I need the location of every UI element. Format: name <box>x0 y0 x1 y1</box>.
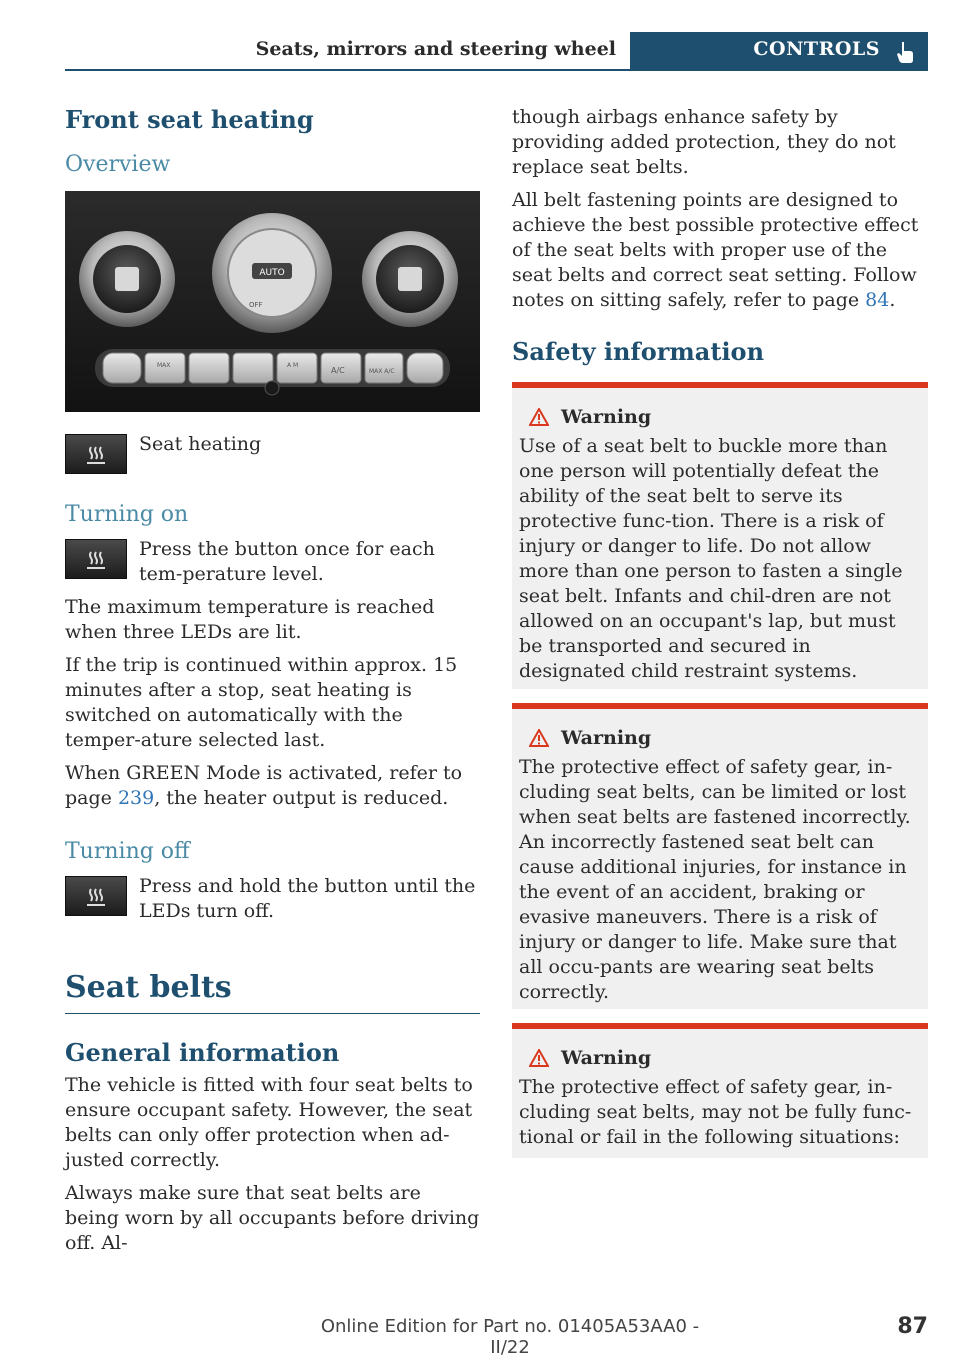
header-section-title: Seats, mirrors and steering wheel <box>255 38 616 60</box>
warning-text-1: Use of a seat belt to buckle more than one person will potentially defeat the ability of the seat belt to serve its protective func-tion. There is a risk of injury or danger to life. Do not allow more than one person to fasten a single seat belt. Infants and chil-dren are not allowed on an occupant's lap, but must be transported and secured in designated child restraint systems. <box>519 435 903 682</box>
turning-off-text: Press and hold the button until the LEDs turn off. <box>139 875 476 922</box>
page-link-84[interactable]: 84 <box>865 289 890 311</box>
header-rule <box>65 69 928 71</box>
warning-box-3 <box>512 1023 928 1158</box>
seat-heating-button-icon <box>65 539 127 579</box>
warning-title: Warning <box>519 727 921 749</box>
seat-heating-button-icon <box>65 434 127 474</box>
warning-title: Warning <box>519 406 921 428</box>
subheading-overview: Overview <box>65 152 171 177</box>
trip-text: If the trip is continued within approx. 15 minutes after a stop, seat heating is switched on automatically with the temper-ature selected last. <box>65 654 458 751</box>
page-header <box>65 32 928 71</box>
max-temp-text: The maximum temperature is reached when three LEDs are lit. <box>65 596 435 643</box>
section-title-seat-belts: Seat belts <box>65 970 480 1014</box>
warning-text-2: The protective effect of safety gear, in-cluding seat belts, can be limited or lost when seat belts are fastened incorrectly. An incorrectly fastened seat belt can cause additional injuries, for instance in the event of an accident, braking or evasive maneuvers. There is a risk of injury or danger to life. Make sure that all occu-pants are wearing seat belts correctly. <box>519 756 911 1003</box>
left-column <box>65 105 480 1264</box>
turning-on-text: Press the button once for each tem-perature level. <box>139 538 435 585</box>
max-label: MAX <box>157 362 171 369</box>
seat-heating-label: Seat heating <box>139 433 262 455</box>
subheading-general-information: General information <box>65 1038 340 1067</box>
chapter-label: CONTROLS <box>753 38 880 60</box>
pointing-hand-icon <box>894 40 916 64</box>
right-column <box>512 105 928 1172</box>
ac-label: A/C <box>331 366 345 375</box>
subheading-turning-off: Turning off <box>65 839 190 864</box>
page-number: 87 <box>897 1314 928 1339</box>
page-link-239[interactable]: 239 <box>117 787 155 809</box>
off-label: OFF <box>249 301 263 309</box>
warning-title: Warning <box>519 1047 921 1069</box>
seat-heating-legend <box>65 432 480 474</box>
warning-triangle-icon <box>529 1049 549 1067</box>
footer-edition: Online Edition for Part no. 01405A53AA0 - II/22 <box>320 1316 700 1358</box>
turning-on-instruction <box>65 537 480 587</box>
warning-triangle-icon <box>529 408 549 426</box>
airbag-continuation-text: though airbags enhance safety by providing added protection, they do not replace seat belts. <box>512 106 896 178</box>
warning-box-2 <box>512 703 928 1009</box>
warning-text-3: The protective effect of safety gear, in-cluding seat belts, may not be fully func-tional or fail in the following situations: <box>519 1076 912 1148</box>
green-mode-text: When GREEN Mode is activated, refer to page 239, the heater output is reduced. <box>65 762 463 809</box>
chapter-tab[interactable] <box>630 32 928 71</box>
warning-box-1 <box>512 382 928 689</box>
fastening-points-text: All belt fastening points are designed to achieve the best possible protective effect of the seat belts with proper use of the seat belts and correct seat setting. Follow notes on sitting safely, refer to page 84. <box>512 189 919 311</box>
max-ac-label: MAX A/C <box>369 368 395 375</box>
subheading-safety-information: Safety information <box>512 337 765 366</box>
subheading-turning-on: Turning on <box>65 502 189 527</box>
turning-off-instruction <box>65 874 480 924</box>
warning-triangle-icon <box>529 729 549 747</box>
seat-heating-button-icon <box>65 876 127 916</box>
climate-control-panel-photo <box>65 191 480 412</box>
general-text-1: The vehicle is fitted with four seat belts to ensure occupant safety. However, the seat belts can only offer protection when ad-justed correctly. <box>65 1074 473 1171</box>
am-label: A M <box>287 362 299 369</box>
section-title-front-seat-heating: Front seat heating <box>65 105 314 134</box>
general-text-2: Always make sure that seat belts are being worn by all occupants before driving off. Al- <box>65 1182 480 1254</box>
auto-label: AUTO <box>259 268 285 278</box>
